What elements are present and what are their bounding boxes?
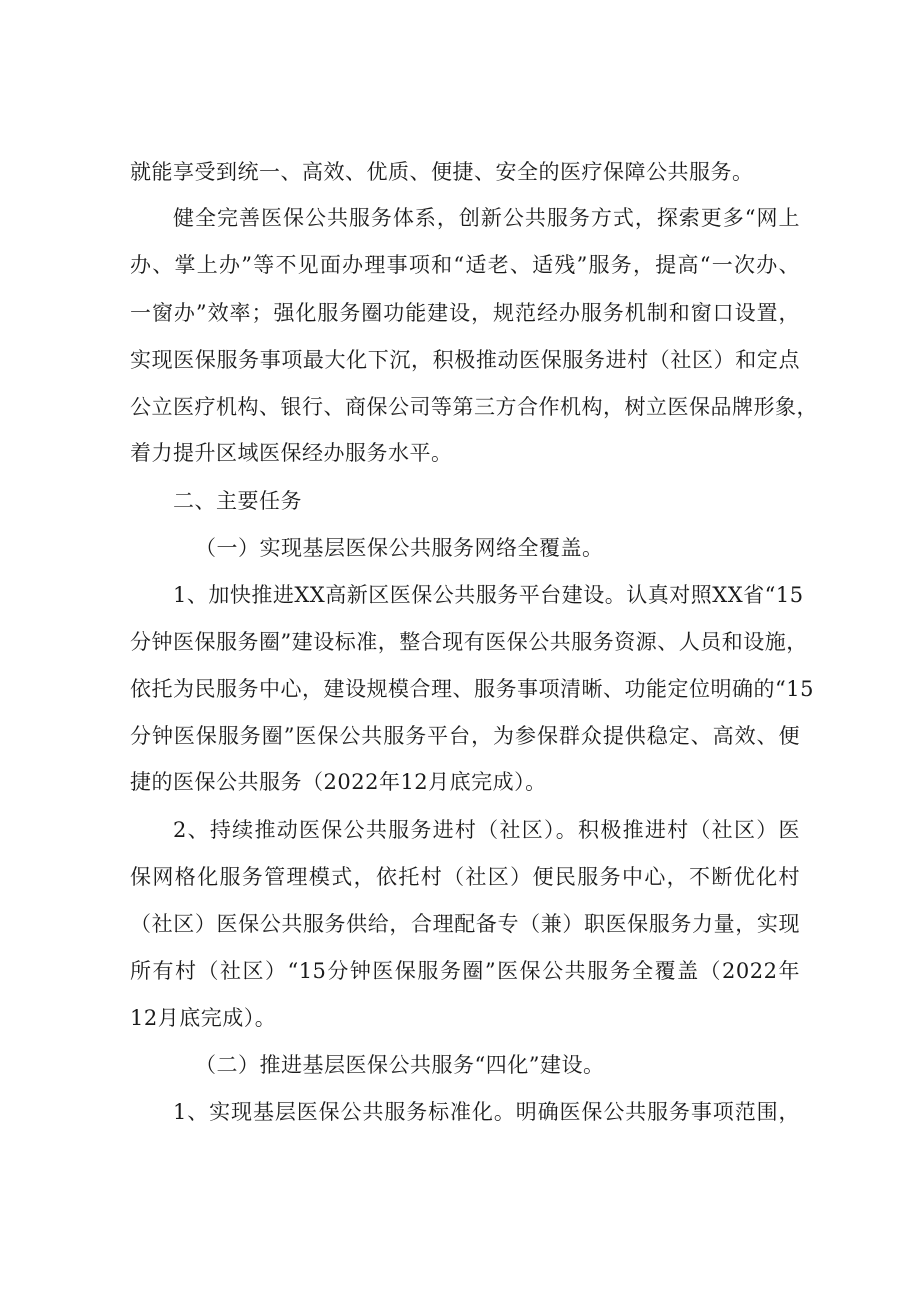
paragraph-line: 依托为民服务中心，建设规模合理、服务事项清晰、功能定位明确的“15 [130, 677, 814, 701]
paragraph-line: 健全完善医保公共服务体系，创新公共服务方式，探索更多“网上 [173, 206, 800, 230]
paragraph-line: 捷的医保公共服务（2022年12月底完成）。 [130, 770, 547, 794]
paragraph-line: 12月底完成）。 [130, 1006, 277, 1030]
paragraph-line: 着力提升区域医保经办服务水平。 [130, 441, 453, 465]
paragraph-line: 1、加快推进XX高新区医保公共服务平台建设。认真对照XX省“15 [173, 583, 804, 607]
paragraph-line: 1、实现基层医保公共服务标准化。明确医保公共服务事项范围， [173, 1100, 800, 1124]
paragraph-line: 公立医疗机构、银行、商保公司等第三方合作机构，树立医保品牌形象， [130, 395, 818, 419]
paragraph-line: 所有村（社区）“15分钟医保服务圈”医保公共服务全覆盖（2022年 [130, 959, 800, 983]
paragraph-line: 就能享受到统一、高效、优质、便捷、安全的医疗保障公共服务。 [130, 160, 754, 184]
paragraph-line: 保网格化服务管理模式，依托村（社区）便民服务中心，不断优化村 [130, 865, 800, 889]
paragraph-line: 办、掌上办”等不见面办理事项和“适老、适残”服务，提高“一次办、 [130, 253, 800, 277]
paragraph-line: 分钟医保服务圈”建设标准，整合现有医保公共服务资源、人员和设施， [130, 630, 808, 654]
paragraph-line: 2、持续推动医保公共服务进村（社区）。积极推进村（社区）医 [173, 818, 800, 842]
paragraph-line: （社区）医保公共服务供给，合理配备专（兼）职医保服务力量，实现 [130, 912, 800, 936]
section-heading: 二、主要任务 [173, 489, 302, 513]
paragraph-line: 实现医保服务事项最大化下沉，积极推动医保服务进村（社区）和定点 [130, 348, 800, 372]
subsection-heading: （一）实现基层医保公共服务网络全覆盖。 [195, 536, 604, 560]
subsection-heading: （二）推进基层医保公共服务“四化”建设。 [195, 1053, 605, 1077]
paragraph-line: 一窗办”效率；强化服务圈功能建设，规范经办服务机制和窗口设置， [130, 301, 800, 325]
paragraph-line: 分钟医保服务圈”医保公共服务平台，为参保群众提供稳定、高效、便 [130, 724, 800, 748]
